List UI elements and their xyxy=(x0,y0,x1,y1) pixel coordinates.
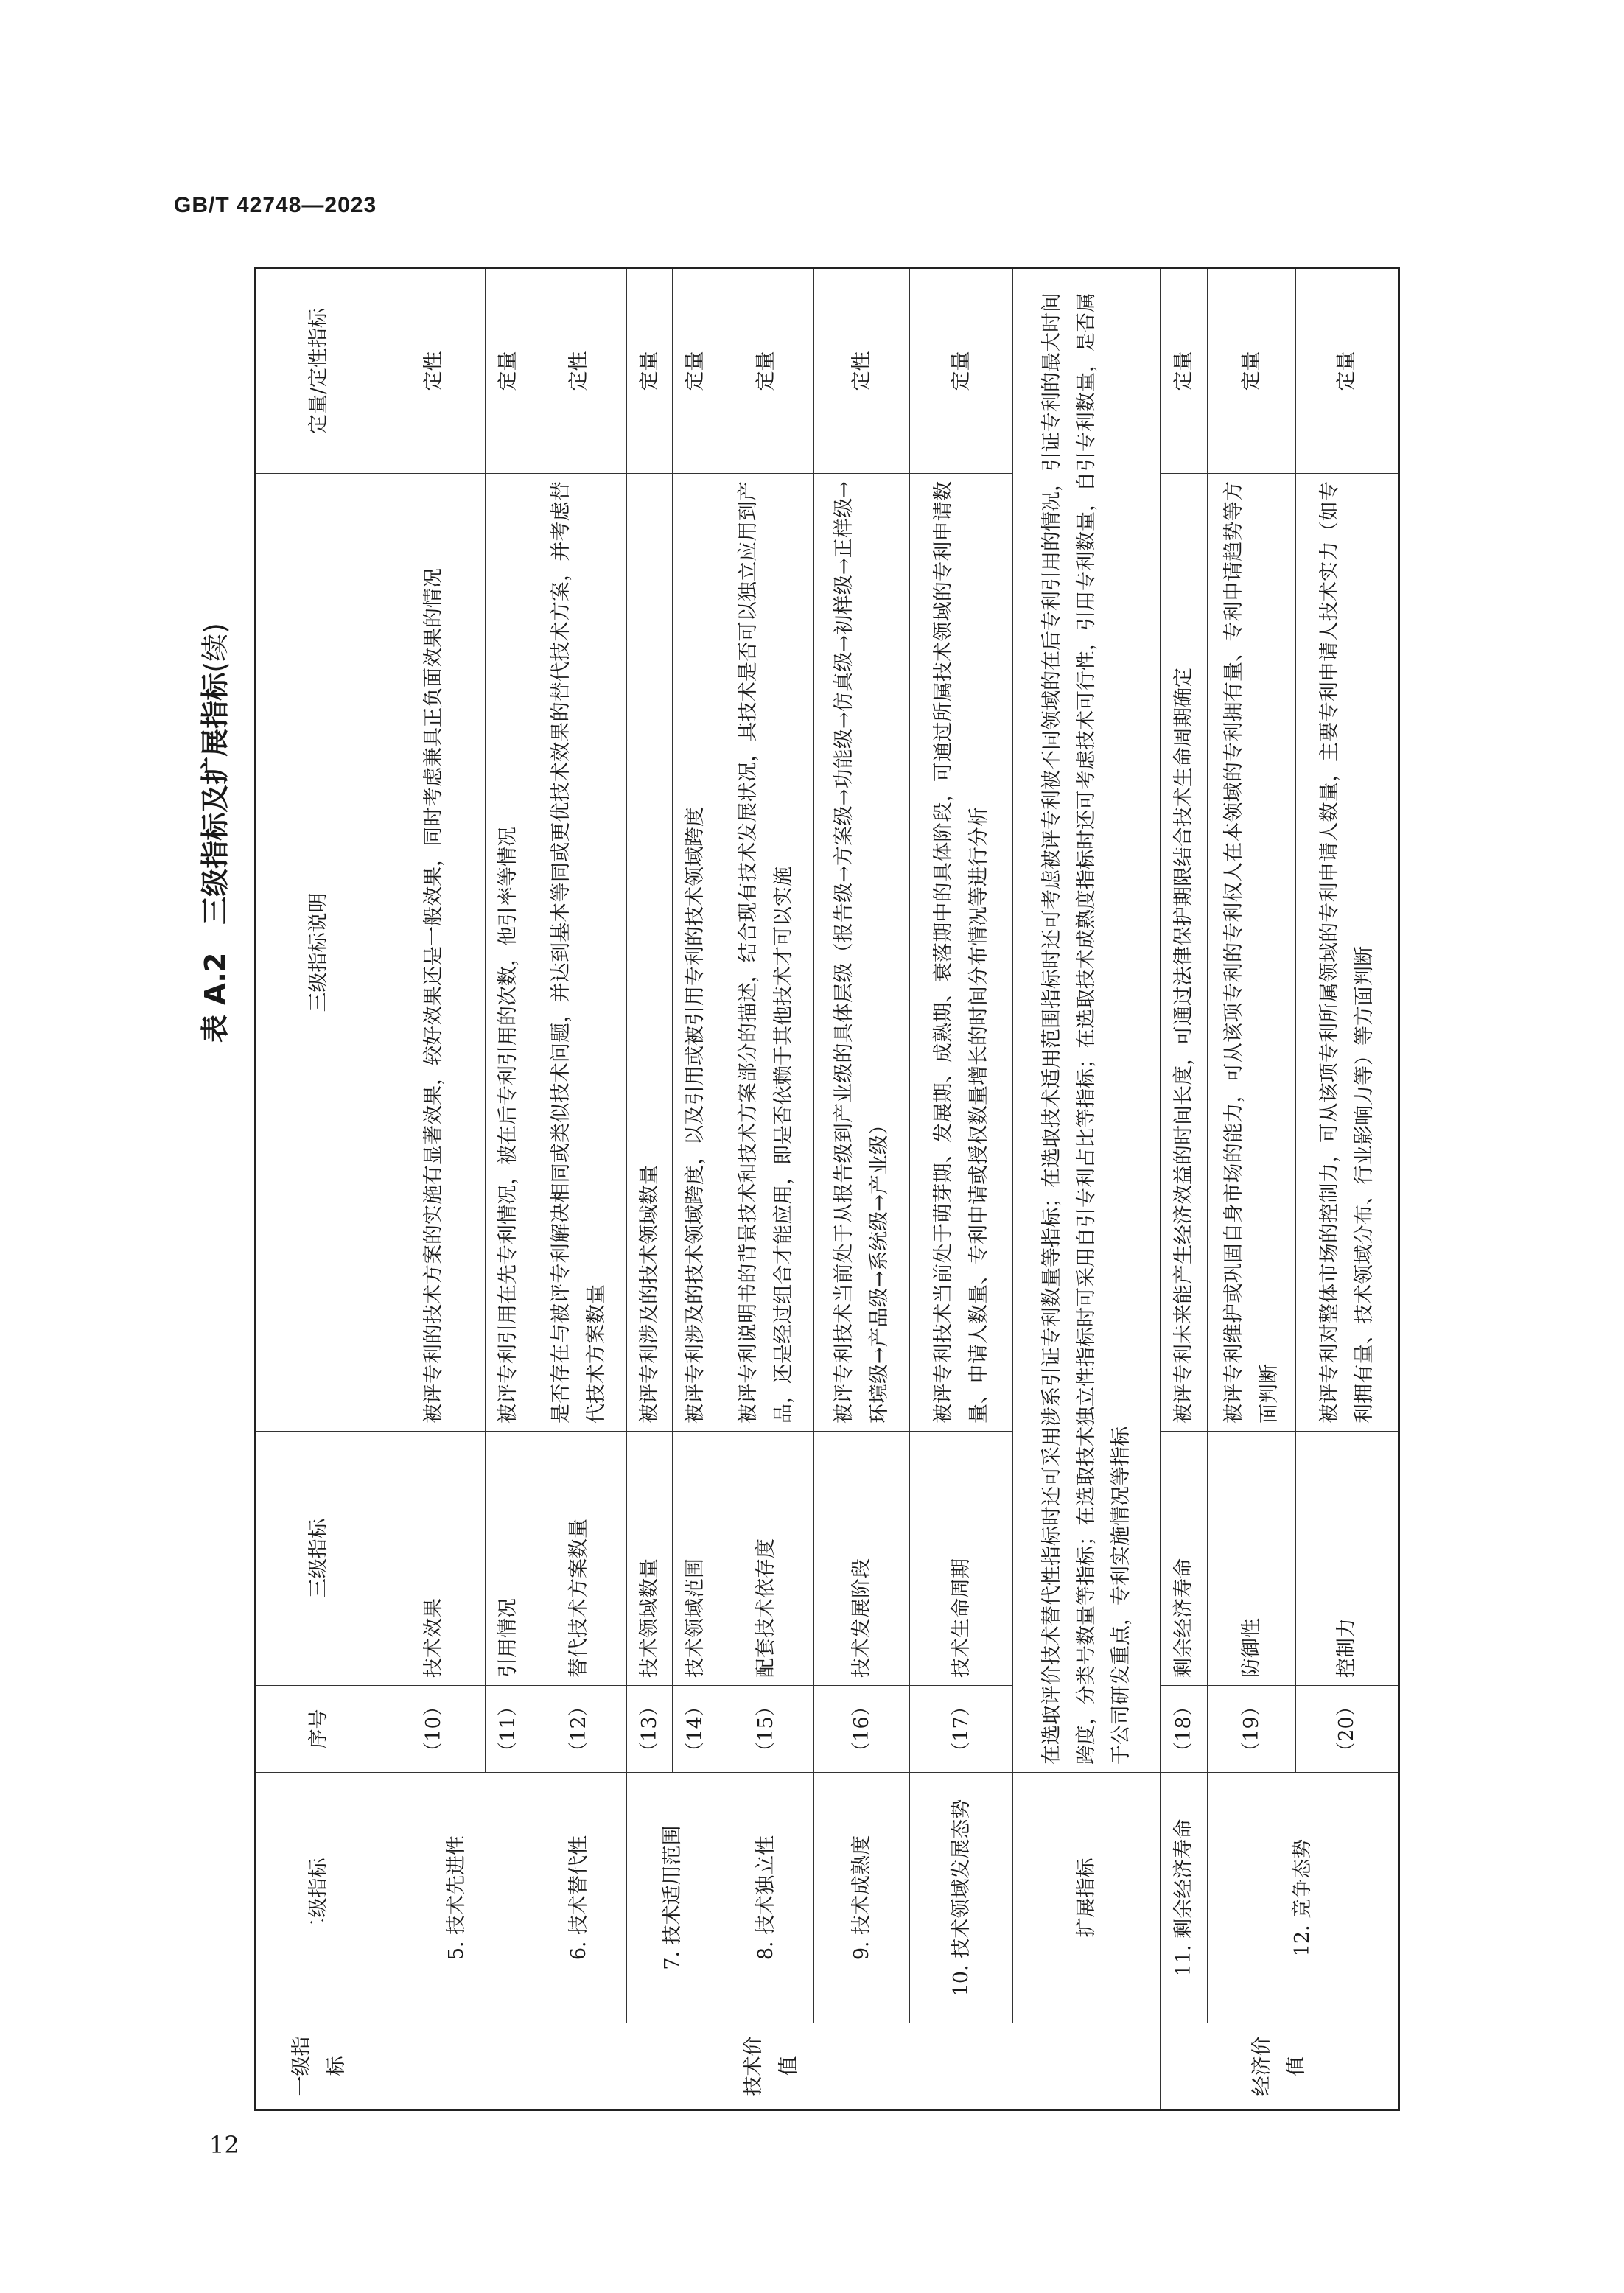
group-econ-value: 经济价值 xyxy=(1161,2023,1399,2110)
table-row xyxy=(1208,268,1296,2110)
level3-cell: 防御性 xyxy=(1208,1432,1296,1686)
col-header-type: 定量/定性指标 xyxy=(256,268,382,474)
level2-cell: 8. 技术独立性 xyxy=(718,1773,814,2023)
type-cell: 定性 xyxy=(814,268,910,474)
col-header-level3: 三级指标 xyxy=(256,1432,382,1686)
row-no: （14） xyxy=(673,1686,718,1773)
level3-cell: 技术发展阶段 xyxy=(814,1432,910,1686)
row-no: （12） xyxy=(531,1686,627,1773)
type-cell: 定量 xyxy=(486,268,531,474)
extension-row xyxy=(1013,268,1161,2110)
indicator-table-wrapper xyxy=(254,269,1376,2111)
description-cell: 被评专利未来能产生经济效益的时间长度，可通过法律保护期限结合技术生命周期确定 xyxy=(1161,474,1208,1432)
level2-cell: 扩展指标 xyxy=(1013,1773,1161,2023)
row-no: （20） xyxy=(1296,1686,1399,1773)
description-cell: 是否存在与被评专利解决相同或类似技术问题，并达到基本等同或更优技术效果的替代技术方案，并考虑替代技术方案数量 xyxy=(531,474,627,1432)
level3-cell: 技术领域范围 xyxy=(673,1432,718,1686)
description-cell: 被评专利维护或巩固自身市场的能力，可从该项专利的专利权人在本领域的专利拥有量、专利申请趋势等方面判断 xyxy=(1208,474,1296,1432)
description-cell: 被评专利对整体市场的控制力，可从该项专利所属领域的专利申请人数量，主要专利申请人技术实力（如专利拥有量、技术领域分布、行业影响力等）等方面判断 xyxy=(1296,474,1399,1432)
type-cell: 定性 xyxy=(382,268,486,474)
level3-cell: 技术生命周期 xyxy=(910,1432,1013,1686)
table-row xyxy=(814,268,910,2110)
row-no: （13） xyxy=(627,1686,673,1773)
col-header-level2: 二级指标 xyxy=(256,1773,382,2023)
caption-continued: (续) xyxy=(199,623,231,673)
level2-cell: 6. 技术替代性 xyxy=(531,1773,627,2023)
table-row xyxy=(910,268,1013,2110)
type-cell: 定量 xyxy=(627,268,673,474)
level3-cell: 配套技术依存度 xyxy=(718,1432,814,1686)
header-row xyxy=(256,268,382,2110)
type-cell: 定量 xyxy=(718,268,814,474)
caption-title: 表 A.2 三级指标及扩展指标 xyxy=(199,672,231,1043)
description-cell: 被评专利引用在先专利情况，被在后专利引用的次数，他引率等情况 xyxy=(486,474,531,1432)
description-cell: 被评专利涉及的技术领域跨度，以及引用或被引用专利的技术领域跨度 xyxy=(673,474,718,1432)
level2-cell: 10. 技术领域发展态势 xyxy=(910,1773,1013,2023)
group-tech-value: 技术价值 xyxy=(382,2023,1161,2110)
type-cell: 定量 xyxy=(1296,268,1399,474)
col-header-no: 序号 xyxy=(256,1686,382,1773)
table-caption xyxy=(193,612,237,1054)
level2-cell: 7. 技术适用范围 xyxy=(627,1773,718,2023)
table-row xyxy=(627,268,673,2110)
row-no: （18） xyxy=(1161,1686,1208,1773)
col-header-description: 三级指标说明 xyxy=(256,474,382,1432)
level3-cell: 技术领域数量 xyxy=(627,1432,673,1686)
row-no: （10） xyxy=(382,1686,486,1773)
row-no: （19） xyxy=(1208,1686,1296,1773)
type-cell: 定量 xyxy=(1161,268,1208,474)
level2-cell: 12. 竞争态势 xyxy=(1208,1773,1399,2023)
standard-number: GB/T 42748—2023 xyxy=(174,193,377,217)
level3-cell: 替代技术方案数量 xyxy=(531,1432,627,1686)
table-row xyxy=(718,268,814,2110)
level2-cell: 9. 技术成熟度 xyxy=(814,1773,910,2023)
row-no: （11） xyxy=(486,1686,531,1773)
table-row xyxy=(531,268,627,2110)
row-no: （16） xyxy=(814,1686,910,1773)
table-row xyxy=(1161,268,1208,2110)
level3-cell: 引用情况 xyxy=(486,1432,531,1686)
level2-cell: 11. 剩余经济寿命 xyxy=(1161,1773,1208,2023)
type-cell: 定量 xyxy=(1208,268,1296,474)
description-cell: 被评专利说明书的背景技术和技术方案部分的描述，结合现有技术发展状况，其技术是否可以独立应用到产品，还是经过组合才能应用，即是否依赖于其他技术才可以实施 xyxy=(718,474,814,1432)
level2-cell: 5. 技术先进性 xyxy=(382,1773,531,2023)
description-cell: 被评专利技术当前处于从报告级到产业级的具体层级（报告级→方案级→功能级→仿真级→初样级→正样级→环境级→产品级→系统级→产业级） xyxy=(814,474,910,1432)
extension-note: 在选取评价技术替代性指标时还可采用涉系引证专利数量等指标；在选取技术适用范围指标时还可考虑被评专利被不同领域的在后专利引用的情况，引证专利的最大时间跨度，分类号数量等指标；在选取技术独立性指标时可采用自引专利占比等指标；在选取技术成熟度指标时还可考虑技术可行性，引用专利数量，自引专利数量，是否属于公司研发重点，专利实施情况等指标 xyxy=(1013,268,1161,1773)
description-cell: 被评专利技术当前处于萌芽期、发展期、成熟期、衰落期中的具体阶段，可通过所属技术领域的专利申请数量、申请人数量、专利申请或授权数量增长的时间分布情况等进行分析 xyxy=(910,474,1013,1432)
type-cell: 定性 xyxy=(531,268,627,474)
row-no: （17） xyxy=(910,1686,1013,1773)
description-cell: 被评专利的技术方案的实施有显著效果，较好效果还是一般效果，同时考虑兼具正负面效果的情况 xyxy=(382,474,486,1432)
level3-cell: 技术效果 xyxy=(382,1432,486,1686)
level3-cell: 剩余经济寿命 xyxy=(1161,1432,1208,1686)
level3-cell: 控制力 xyxy=(1296,1432,1399,1686)
page-number: 12 xyxy=(209,2131,239,2159)
description-cell: 被评专利涉及的技术领域数量 xyxy=(627,474,673,1432)
row-no: （15） xyxy=(718,1686,814,1773)
col-header-level1: 一级指标 xyxy=(256,2023,382,2110)
table-row xyxy=(382,268,486,2110)
type-cell: 定量 xyxy=(673,268,718,474)
type-cell: 定量 xyxy=(910,268,1013,474)
indicator-table xyxy=(254,267,1400,2111)
